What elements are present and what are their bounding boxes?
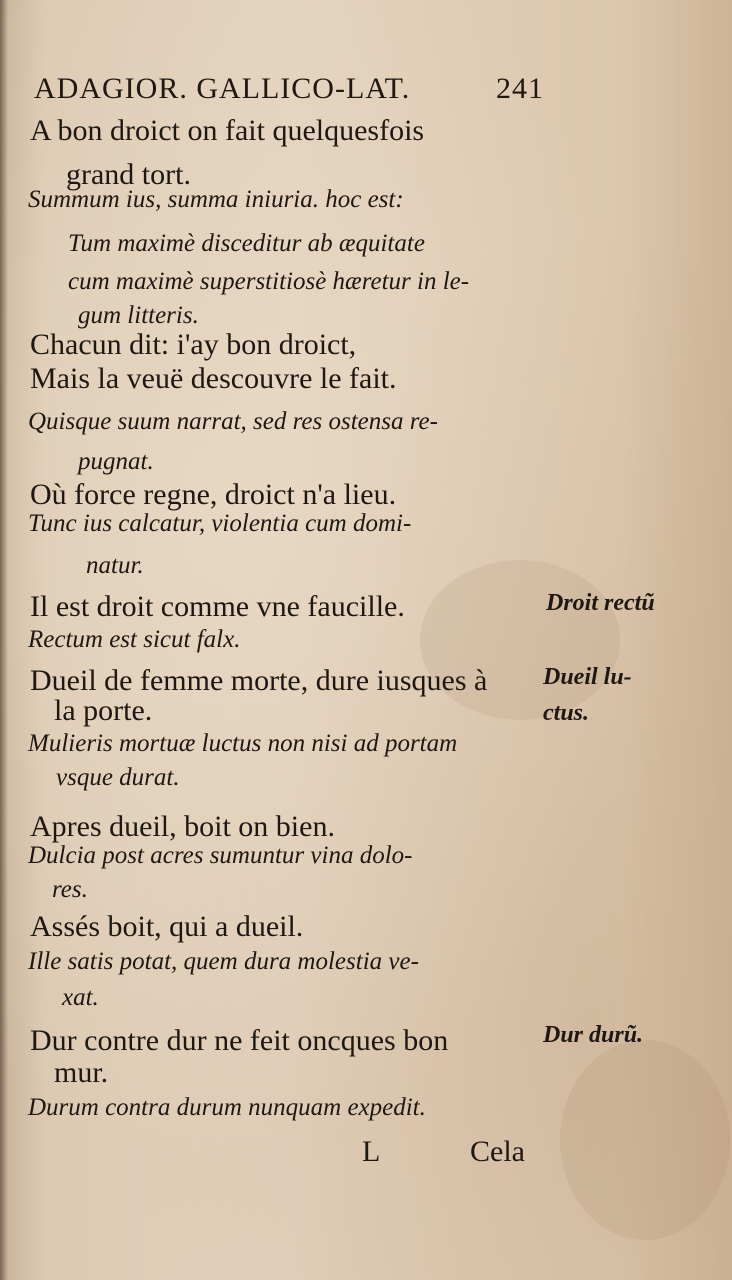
latin-line: Mulieris mortuæ luctus non nisi ad portam <box>28 730 458 757</box>
latin-line: Tunc ius calcatur, violentia cum domi- <box>28 510 412 537</box>
french-line: Où force regne, droict n'a lieu. <box>30 478 397 511</box>
french-line: la porte. <box>54 694 153 727</box>
latin-line: Dulcia post acres sumuntur vina dolo- <box>28 842 413 869</box>
margin-note: Dur durũ. <box>543 1022 644 1048</box>
french-line: Mais la veuë descouvre le fait. <box>30 362 397 395</box>
latin-line: res. <box>52 876 88 903</box>
page-number: 241 <box>496 72 544 105</box>
latin-line: natur. <box>86 552 144 579</box>
running-title: ADAGIOR. GALLICO-LAT. <box>34 72 411 105</box>
french-line: Il est droit comme vne faucille. <box>30 590 405 623</box>
latin-line: vsque durat. <box>56 764 180 791</box>
latin-line: Quisque suum narrat, sed res ostensa re- <box>28 408 438 435</box>
french-line: Chacun dit: i'ay bon droict, <box>30 328 357 361</box>
catchword: Cela <box>470 1135 525 1168</box>
french-line: Assés boit, qui a dueil. <box>30 910 304 943</box>
latin-line: Ille satis potat, quem dura molestia ve- <box>28 948 419 975</box>
french-line: Dur contre dur ne feit oncques bon <box>30 1024 449 1057</box>
latin-line: Durum contra durum nunquam expedit. <box>28 1094 426 1121</box>
french-line: mur. <box>54 1056 109 1089</box>
french-line: grand tort. <box>66 158 191 191</box>
latin-line: pugnat. <box>78 448 154 475</box>
latin-line: xat. <box>62 984 99 1011</box>
signature-mark: L <box>362 1135 381 1168</box>
margin-note: ctus. <box>543 700 590 726</box>
latin-line: Tum maximè disceditur ab æquitate <box>68 230 425 257</box>
latin-line: gum litteris. <box>78 302 199 329</box>
margin-note: Droit rectũ <box>546 590 655 616</box>
french-line: Dueil de femme morte, dure iusques à <box>30 664 488 697</box>
latin-line: cum maximè superstitiosè hæretur in le- <box>68 268 470 295</box>
french-line: Apres dueil, boit on bien. <box>30 810 335 843</box>
margin-note: Dueil lu- <box>543 664 632 690</box>
latin-line: Rectum est sicut falx. <box>28 626 241 653</box>
latin-line: Summum ius, summa iniuria. hoc est: <box>28 186 404 213</box>
french-line: A bon droict on fait quelquesfois <box>30 114 425 147</box>
